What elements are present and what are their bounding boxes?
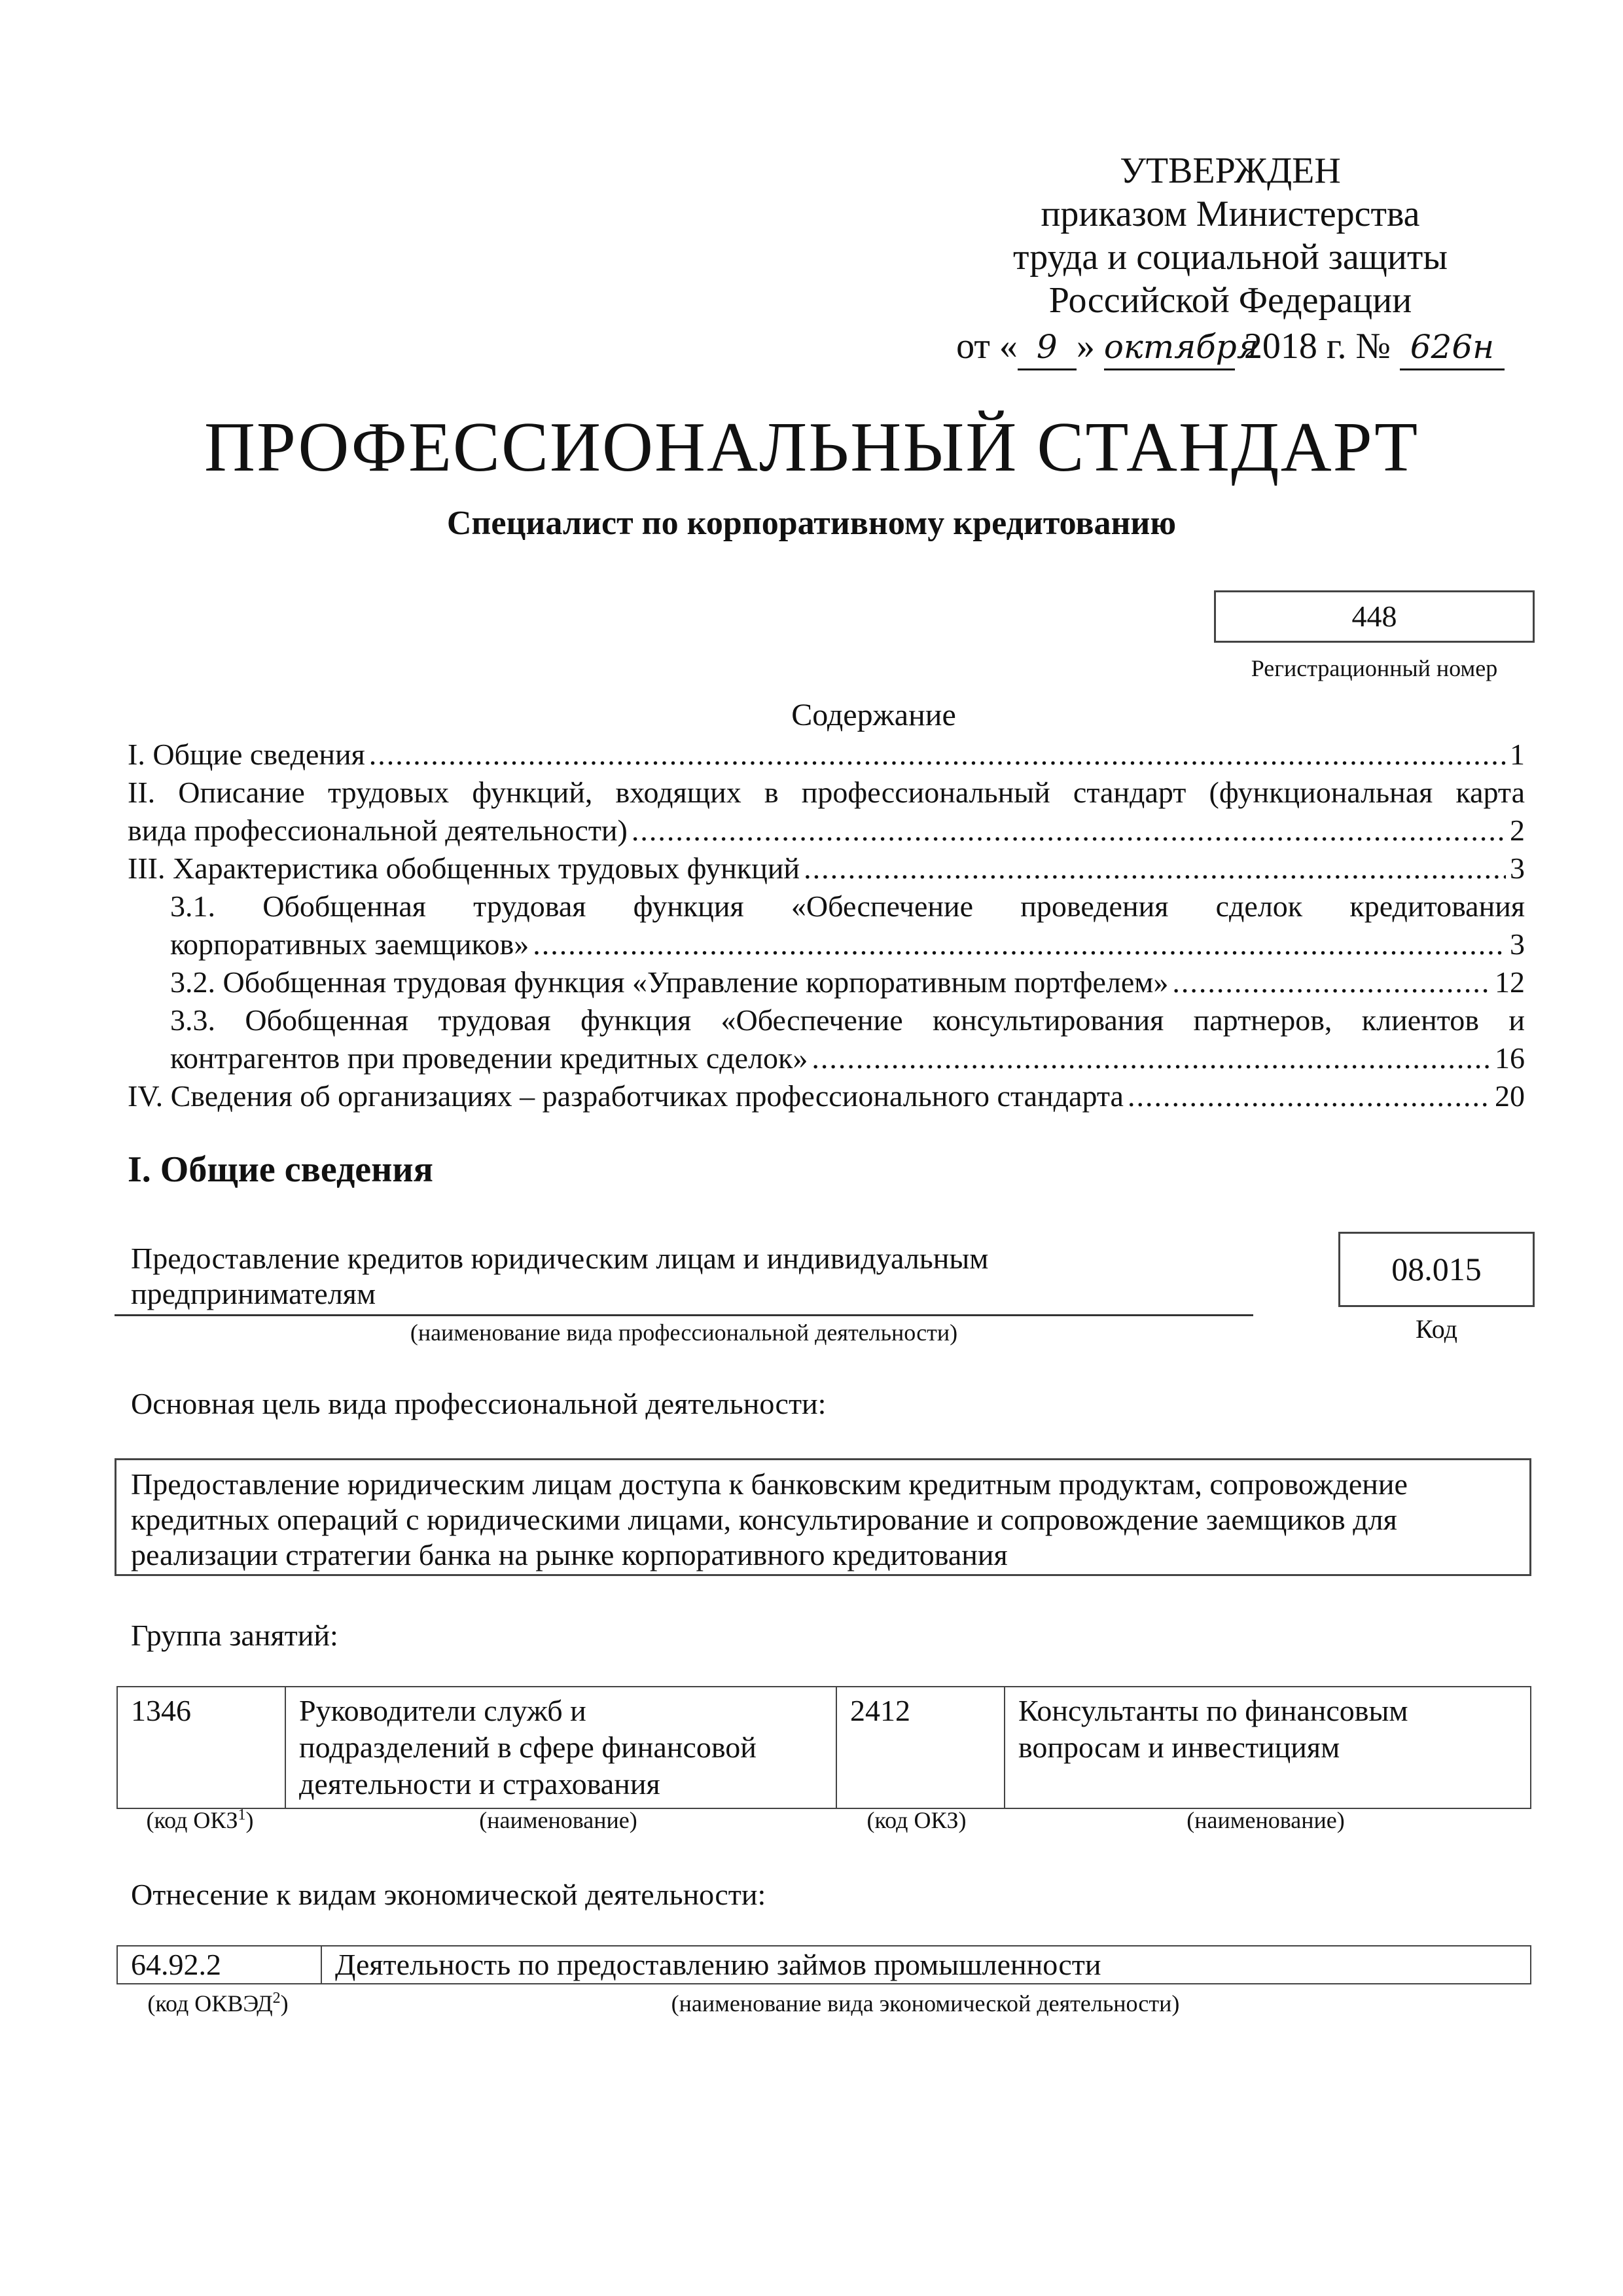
toc-page-number: 1 <box>1510 738 1525 771</box>
goal-line: реализации стратегии банка на рынке корпоративного кредитования <box>131 1538 1008 1571</box>
toc-page-number: 3 <box>1510 927 1525 961</box>
goal-line: Предоставление юридическим лицам доступа к банковским кредитным продуктам, сопровождение <box>131 1467 1408 1501</box>
date-year: 2018 г. № <box>1243 326 1391 367</box>
occupation-code-caption: (код ОКЗ$^1$) <box>146 1806 254 1833</box>
toc-leader <box>632 812 1506 849</box>
approval-title: УТВЕРЖДЕН <box>1120 151 1341 191</box>
toc-item[interactable] <box>170 1040 1525 1077</box>
toc-page-number: 16 <box>1495 1041 1525 1075</box>
document-title: ПРОФЕССИОНАЛЬНЫЙ СТАНДАРТ <box>204 408 1419 486</box>
toc-page-number: 20 <box>1495 1079 1525 1113</box>
occupation-name-line: деятельности и страхования <box>299 1767 660 1801</box>
occupation-code: 2412 <box>850 1694 910 1727</box>
handwritten-order-number: 626н <box>1400 325 1505 370</box>
economic-name-caption: (наименование вида экономической деятельности) <box>671 1990 1180 2017</box>
registration-caption: Регистрационный номер <box>1251 655 1498 681</box>
economic-name: Деятельность по предоставлению займов промышленности <box>335 1948 1101 1981</box>
toc-item[interactable] <box>170 964 1525 1001</box>
occupation-name-cell <box>1005 1687 1531 1808</box>
economic-code: 64.92.2 <box>131 1948 221 1981</box>
date-mid: » <box>1076 326 1095 367</box>
toc-item-line: 3.3. Обобщенная трудовая функция «Обеспечение консультирования партнеров, клиентов и <box>170 1003 1525 1037</box>
occupation-code-caption: (код ОКЗ) <box>866 1807 967 1833</box>
toc-item[interactable] <box>128 736 1525 773</box>
occupation-name-line: Руководители служб и <box>299 1694 586 1727</box>
occupation-name-line: Консультанты по финансовым <box>1018 1694 1408 1727</box>
toc-item-text: I. Общие сведения <box>128 738 365 771</box>
occupation-code-cell <box>836 1687 1005 1808</box>
occupation-name-line: вопросам и инвестициям <box>1018 1731 1340 1764</box>
activity-underline <box>115 1314 1253 1316</box>
toc-item[interactable] <box>128 812 1525 849</box>
toc-item-text: 3.2. Обобщенная трудовая функция «Управление корпоративным портфелем» <box>170 965 1169 999</box>
toc-leader <box>804 850 1506 887</box>
footnote-mark: 2 <box>272 1990 281 2007</box>
approval-date-line <box>916 325 1544 370</box>
toc-item-text: вида профессиональной деятельности) <box>128 814 628 847</box>
approval-line: Российской Федерации <box>1048 280 1412 321</box>
toc-item[interactable] <box>128 1078 1525 1115</box>
handwritten-day: 9 <box>1018 325 1077 370</box>
toc-item-line: 3.1. Обобщенная трудовая функция «Обеспечение проведения сделок кредитования <box>170 889 1525 923</box>
goal-label: Основная цель вида профессиональной деятельности: <box>131 1387 827 1420</box>
toc-leader <box>1172 964 1491 1001</box>
goal-box <box>115 1458 1531 1576</box>
economic-table <box>116 1945 1531 1984</box>
section-heading: I. Общие сведения <box>128 1149 433 1190</box>
approval-block <box>916 149 1544 370</box>
toc-leader <box>1128 1078 1491 1115</box>
toc-item-text: IV. Сведения об организациях – разработчиках профессионального стандарта <box>128 1079 1124 1113</box>
toc-page-number: 2 <box>1510 814 1525 847</box>
footnote-mark: 1 <box>238 1806 246 1823</box>
toc-leader <box>533 926 1506 963</box>
toc-page-number: 3 <box>1510 852 1525 885</box>
toc-heading: Содержание <box>791 698 956 732</box>
toc-item[interactable] <box>170 926 1525 963</box>
toc-item-line: II. Описание трудовых функций, входящих в профессиональный стандарт (функциональная карта <box>128 776 1525 809</box>
date-prefix: от « <box>956 326 1018 367</box>
toc-item-text: III. Характеристика обобщенных трудовых функций <box>128 852 800 885</box>
occupation-table <box>116 1686 1531 1809</box>
document-subtitle: Специалист по корпоративному кредитованию <box>446 505 1177 542</box>
activity-code-box <box>1338 1232 1535 1307</box>
table-row <box>117 1687 1531 1808</box>
activity-caption: (наименование вида профессиональной деятельности) <box>410 1319 958 1346</box>
code-caption: Код <box>1416 1314 1457 1344</box>
approval-line: труда и социальной защиты <box>1013 237 1448 278</box>
occupation-name-caption: (наименование) <box>479 1807 637 1833</box>
economic-name-cell <box>321 1946 1531 1984</box>
toc-page-number: 12 <box>1495 965 1525 999</box>
toc-item-text: контрагентов при проведении кредитных сделок» <box>170 1041 808 1075</box>
occupation-name-cell <box>285 1687 836 1808</box>
toc-leader <box>369 736 1506 773</box>
goal-line: кредитных операций с юридическими лицами, консультирование и сопровождение заемщиков для <box>131 1503 1397 1536</box>
occupation-name-caption: (наименование) <box>1186 1807 1345 1833</box>
toc-leader <box>812 1040 1491 1077</box>
activity-name-line: Предоставление кредитов юридическим лицам и индивидуальным <box>131 1242 989 1275</box>
registration-number-box <box>1214 590 1535 643</box>
economic-label: Отнесение к видам экономической деятельности: <box>131 1878 766 1911</box>
occupation-code: 1346 <box>131 1694 191 1727</box>
activity-name-line: предпринимателям <box>131 1277 376 1310</box>
table-row <box>117 1946 1531 1984</box>
activity-code: 08.015 <box>1391 1251 1482 1287</box>
handwritten-month: октября <box>1104 325 1235 370</box>
occupation-name-line: подразделений в сфере финансовой <box>299 1731 757 1764</box>
toc-item-text: корпоративных заемщиков» <box>170 927 529 961</box>
toc-item[interactable] <box>128 850 1525 887</box>
economic-code-caption: (код ОКВЭД$^2$) <box>147 1990 289 2017</box>
approval-line: приказом Министерства <box>1041 194 1420 234</box>
occupation-code-cell <box>117 1687 285 1808</box>
economic-code-cell <box>117 1946 321 1984</box>
registration-number: 448 <box>1351 600 1397 633</box>
occupation-label: Группа занятий: <box>131 1619 338 1652</box>
